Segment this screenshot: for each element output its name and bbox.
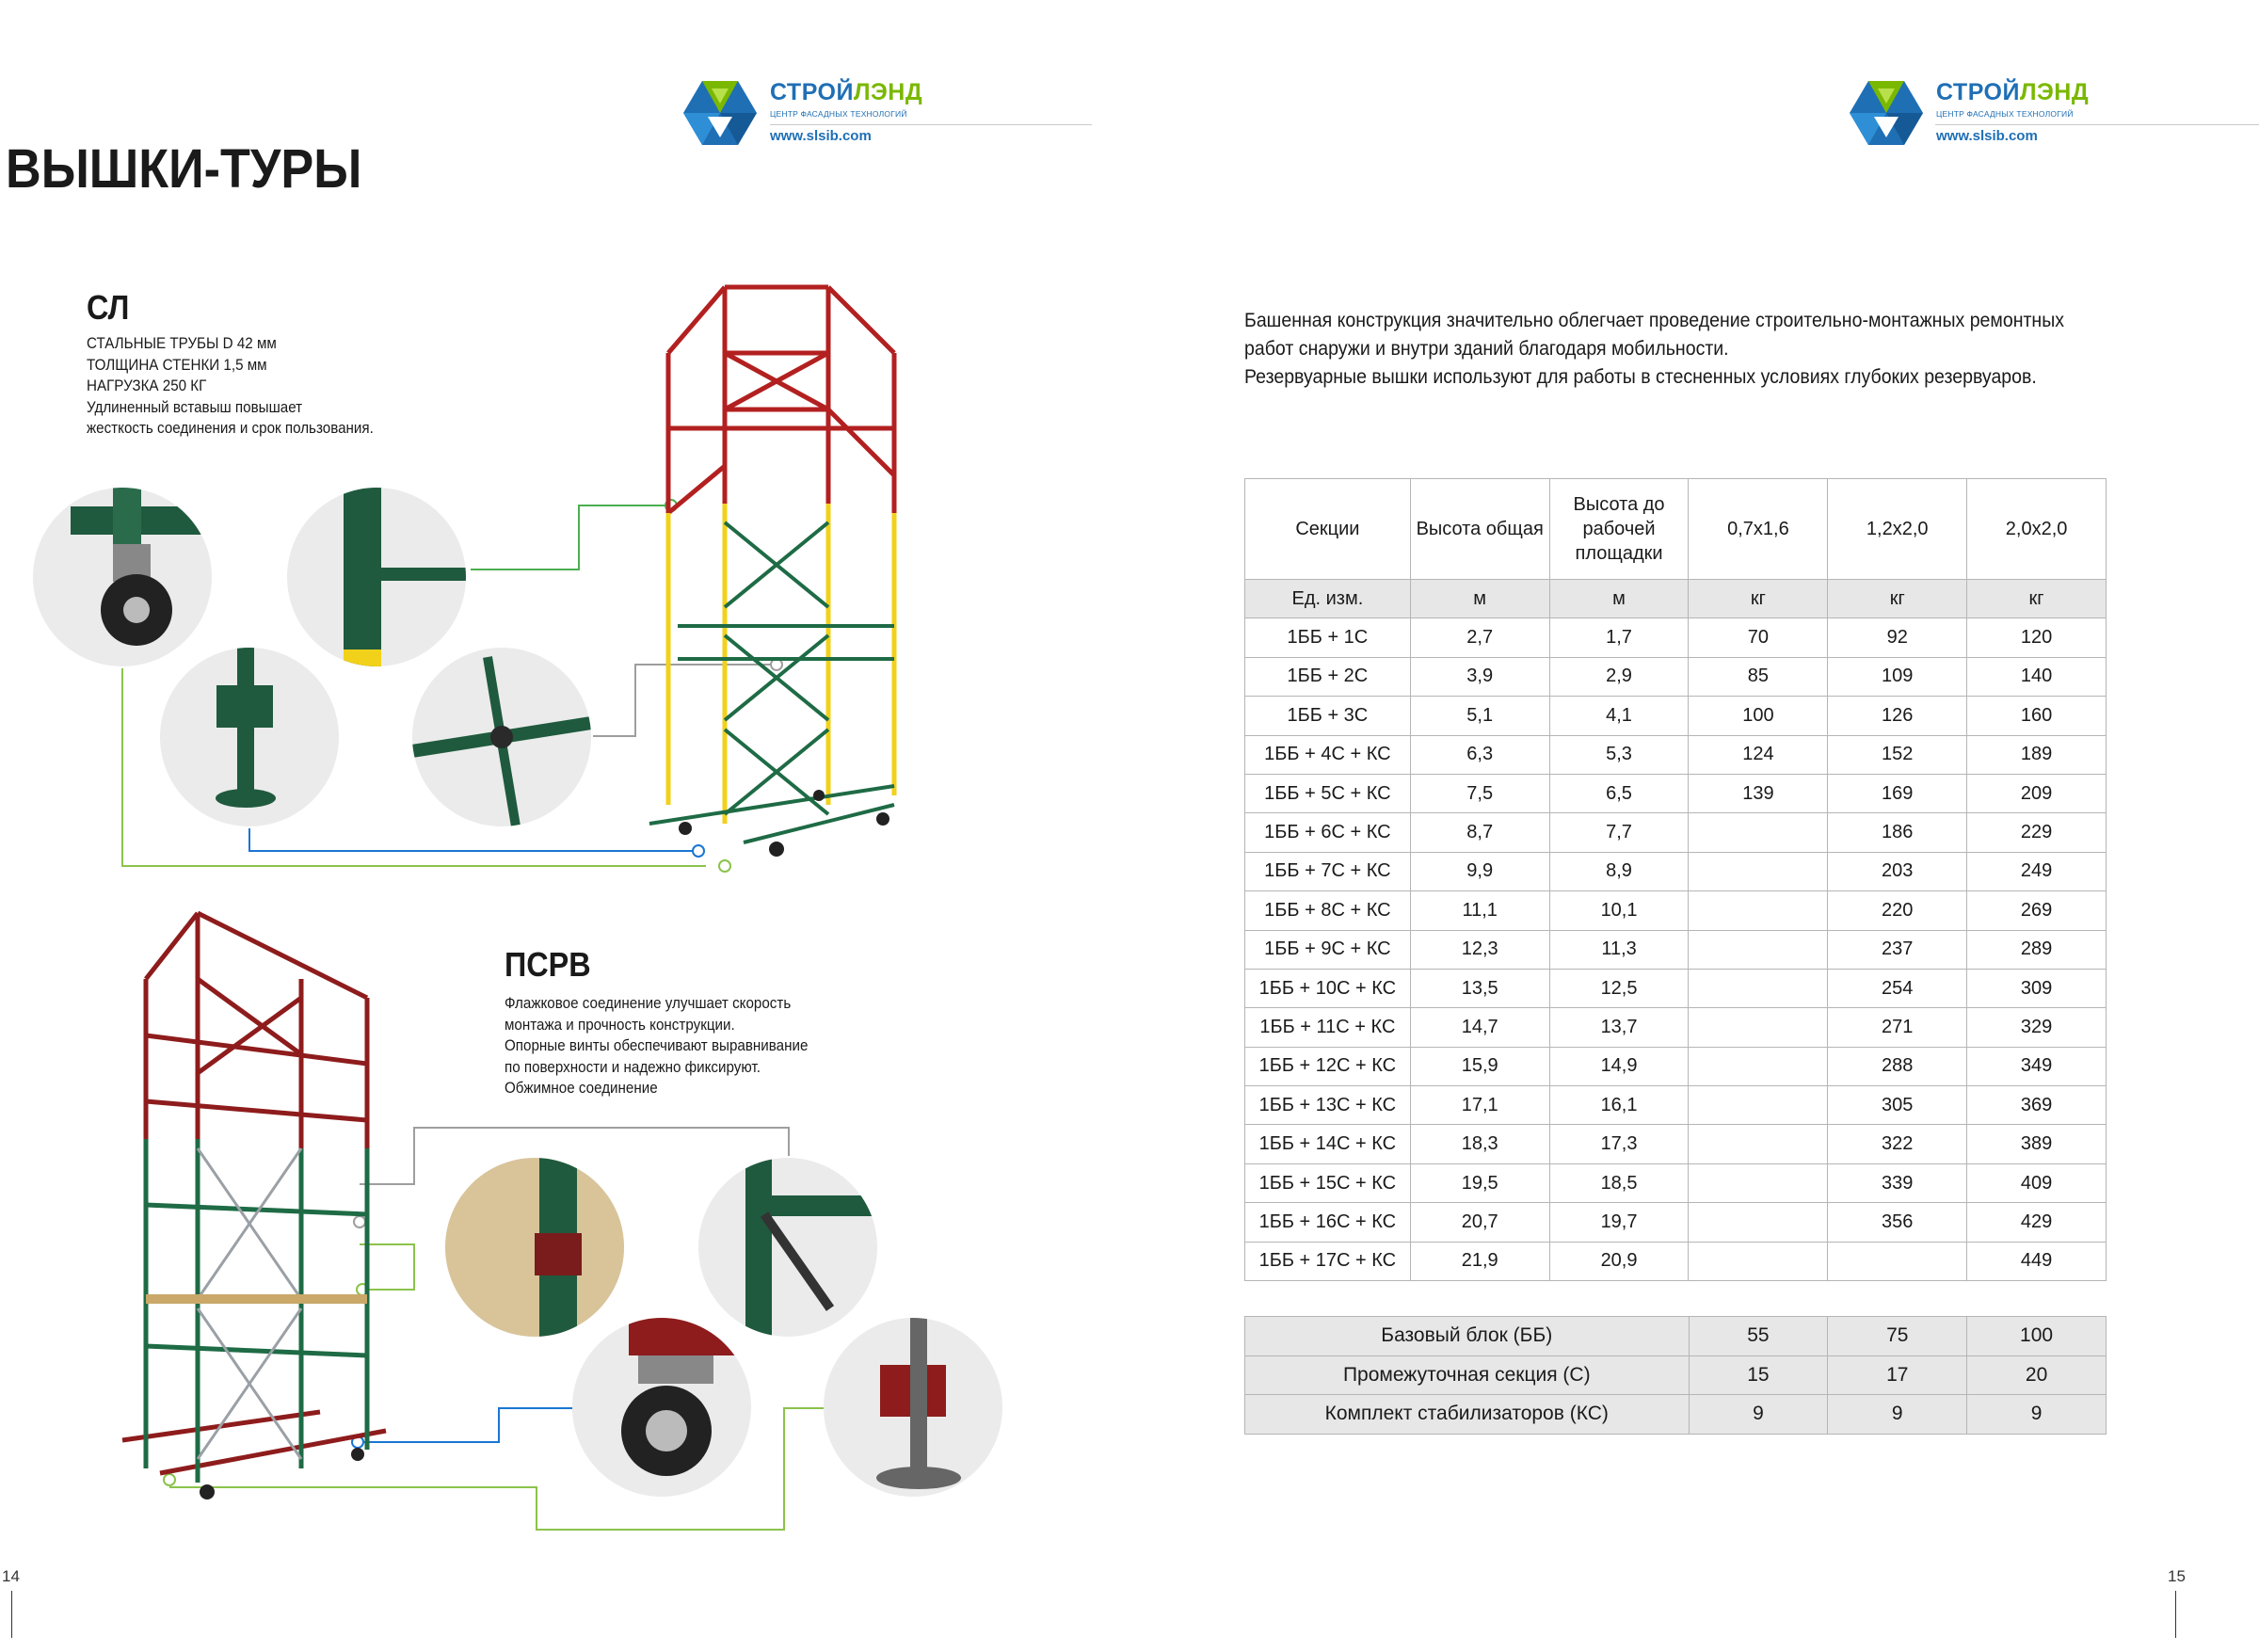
product-psrv-line: монтажа и прочность конструкции.	[505, 1016, 735, 1034]
table-cell: 169	[1828, 774, 1967, 812]
intro-line: работ снаружи и внутри зданий благодаря мобильности.	[1244, 338, 1729, 360]
table-cell: 12,3	[1410, 930, 1549, 969]
block-cell: 75	[1828, 1317, 1967, 1356]
table-cell: 356	[1828, 1203, 1967, 1242]
table-cell: 271	[1828, 1008, 1967, 1047]
table-cell: 19,7	[1549, 1203, 1689, 1242]
table-cell: 160	[1967, 697, 2107, 735]
product-psrv-line: Флажковое соединение улучшает скорость	[505, 995, 792, 1012]
product-psrv-description	[505, 993, 808, 1099]
block-cell: 55	[1689, 1317, 1828, 1356]
table-cell: 14,7	[1410, 1008, 1549, 1047]
table-cell: 288	[1828, 1047, 1967, 1085]
units-cell: м	[1410, 580, 1549, 618]
spec-table-body	[1245, 580, 2107, 1281]
table-row	[1245, 618, 2107, 657]
product-psrv-line: по поверхности и надежно фиксируют.	[505, 1058, 761, 1076]
brand-logo-right	[1850, 79, 2094, 154]
table-cell: 289	[1967, 930, 2107, 969]
table-row	[1245, 1163, 2107, 1202]
photo-clamp-joint	[445, 1158, 624, 1337]
header-sections: Секции	[1245, 479, 1411, 580]
brand-url[interactable]: www.slsib.com	[1936, 128, 2038, 144]
units-cell: кг	[1689, 580, 1828, 618]
block-row	[1245, 1395, 2107, 1435]
product-sl-line: Удлиненный вставыш повышает	[87, 398, 303, 416]
units-cell: м	[1549, 580, 1689, 618]
block-cell: 9	[1828, 1395, 1967, 1435]
table-cell	[1689, 1163, 1828, 1202]
table-cell: 1ББ + 17С + КС	[1245, 1242, 1411, 1280]
table-row	[1245, 969, 2107, 1007]
header-rule	[770, 124, 1092, 125]
block-cell: 17	[1828, 1355, 1967, 1395]
spec-table	[1244, 478, 2107, 1281]
table-cell: 16,1	[1549, 1086, 1689, 1125]
table-cell: 220	[1828, 891, 1967, 930]
table-cell	[1689, 1242, 1828, 1280]
table-cell: 7,7	[1549, 813, 1689, 852]
table-cell: 8,9	[1549, 852, 1689, 890]
table-cell: 269	[1967, 891, 2107, 930]
table-cell: 120	[1967, 618, 2107, 657]
left-page	[0, 0, 1092, 1652]
table-cell: 1ББ + 1С	[1245, 618, 1411, 657]
table-row	[1245, 1203, 2107, 1242]
product-psrv-line: Опорные винты обеспечивают выравнивание	[505, 1037, 809, 1054]
block-cell: Комплект стабилизаторов (КС)	[1245, 1395, 1690, 1435]
table-cell: 4,1	[1549, 697, 1689, 735]
table-cell: 1ББ + 2С	[1245, 657, 1411, 696]
table-cell: 189	[1967, 735, 2107, 774]
photo-tube-insert	[287, 488, 466, 666]
table-cell	[1689, 1203, 1828, 1242]
brand-tagline: ЦЕНТР ФАСАДНЫХ ТЕХНОЛОГИЙ	[1936, 109, 2074, 119]
table-cell: 309	[1967, 969, 2107, 1007]
brand-name: СТРОЙЛЭНД	[1936, 79, 2090, 105]
intro-text	[1244, 307, 2110, 392]
table-row	[1245, 697, 2107, 735]
units-cell: Ед. изм.	[1245, 580, 1411, 618]
table-cell: 8,7	[1410, 813, 1549, 852]
table-cell: 249	[1967, 852, 2107, 890]
table-cell: 2,7	[1410, 618, 1549, 657]
header-size-07x16: 0,7х1,6	[1689, 479, 1828, 580]
table-row	[1245, 1008, 2107, 1047]
table-cell: 305	[1828, 1086, 1967, 1125]
table-cell: 1ББ + 14С + КС	[1245, 1125, 1411, 1163]
table-cell: 85	[1689, 657, 1828, 696]
table-cell: 1ББ + 13С + КС	[1245, 1086, 1411, 1125]
blocks-table-body	[1245, 1317, 2107, 1435]
table-cell: 15,9	[1410, 1047, 1549, 1085]
table-cell	[1689, 891, 1828, 930]
table-cell: 409	[1967, 1163, 2107, 1202]
brand-mark-icon	[683, 79, 757, 147]
photo-psrv-wheel	[572, 1318, 751, 1497]
table-cell: 1ББ + 7С + КС	[1245, 852, 1411, 890]
table-cell: 322	[1828, 1125, 1967, 1163]
table-cell: 18,3	[1410, 1125, 1549, 1163]
table-cell: 1ББ + 5С + КС	[1245, 774, 1411, 812]
table-row	[1245, 774, 2107, 812]
brand-name: СТРОЙЛЭНД	[770, 79, 923, 105]
photo-diagonal-brace	[412, 648, 591, 826]
table-cell	[1689, 1086, 1828, 1125]
block-cell: 20	[1967, 1355, 2107, 1395]
table-cell	[1689, 1008, 1828, 1047]
product-psrv-line: Обжимное соединение	[505, 1080, 658, 1097]
table-cell: 209	[1967, 774, 2107, 812]
table-cell: 11,3	[1549, 930, 1689, 969]
header-size-20x20: 2,0х2,0	[1967, 479, 2107, 580]
table-row	[1245, 657, 2107, 696]
product-sl-line: НАГРУЗКА 250 КГ	[87, 377, 207, 394]
table-cell: 13,7	[1549, 1008, 1689, 1047]
table-cell: 92	[1828, 618, 1967, 657]
table-row	[1245, 852, 2107, 890]
table-row	[1245, 1086, 2107, 1125]
table-cell: 13,5	[1410, 969, 1549, 1007]
table-cell: 21,9	[1410, 1242, 1549, 1280]
table-cell: 152	[1828, 735, 1967, 774]
brand-logo-left	[683, 79, 928, 154]
table-cell	[1689, 1125, 1828, 1163]
table-cell: 369	[1967, 1086, 2107, 1125]
table-cell: 203	[1828, 852, 1967, 890]
table-cell: 6,3	[1410, 735, 1549, 774]
blocks-table	[1244, 1316, 2107, 1435]
table-cell: 1ББ + 9С + КС	[1245, 930, 1411, 969]
block-cell: 9	[1967, 1395, 2107, 1435]
product-sl-name: СЛ	[87, 288, 130, 327]
table-cell: 17,3	[1549, 1125, 1689, 1163]
table-cell: 254	[1828, 969, 1967, 1007]
table-cell: 1ББ + 4С + КС	[1245, 735, 1411, 774]
table-cell: 429	[1967, 1203, 2107, 1242]
page-number-right: 15	[2168, 1567, 2186, 1585]
page-number-rule	[2175, 1591, 2176, 1638]
table-cell: 5,1	[1410, 697, 1549, 735]
table-cell: 1ББ + 16С + КС	[1245, 1203, 1411, 1242]
brand-url[interactable]: www.slsib.com	[770, 128, 872, 144]
table-row	[1245, 735, 2107, 774]
table-cell	[1689, 1047, 1828, 1085]
table-cell: 349	[1967, 1047, 2107, 1085]
table-cell: 20,7	[1410, 1203, 1549, 1242]
table-row	[1245, 891, 2107, 930]
table-row	[1245, 1047, 2107, 1085]
table-cell: 20,9	[1549, 1242, 1689, 1280]
table-cell: 9,9	[1410, 852, 1549, 890]
table-cell: 339	[1828, 1163, 1967, 1202]
table-cell: 11,1	[1410, 891, 1549, 930]
brand-tagline: ЦЕНТР ФАСАДНЫХ ТЕХНОЛОГИЙ	[770, 109, 907, 119]
block-row	[1245, 1355, 2107, 1395]
table-cell: 1ББ + 8С + КС	[1245, 891, 1411, 930]
table-cell: 2,9	[1549, 657, 1689, 696]
table-cell	[1689, 969, 1828, 1007]
table-cell: 140	[1967, 657, 2107, 696]
table-cell: 1ББ + 12С + КС	[1245, 1047, 1411, 1085]
block-cell: Базовый блок (ББ)	[1245, 1317, 1690, 1356]
block-row	[1245, 1317, 2107, 1356]
table-cell: 12,5	[1549, 969, 1689, 1007]
table-cell: 70	[1689, 618, 1828, 657]
table-row	[1245, 930, 2107, 969]
table-cell	[1689, 852, 1828, 890]
table-cell: 126	[1828, 697, 1967, 735]
table-cell: 1ББ + 15С + КС	[1245, 1163, 1411, 1202]
spec-table-header-row	[1245, 479, 2107, 580]
units-row	[1245, 580, 2107, 618]
table-cell: 17,1	[1410, 1086, 1549, 1125]
table-cell	[1689, 813, 1828, 852]
header-size-12x20: 1,2х2,0	[1828, 479, 1967, 580]
product-sl-line: СТАЛЬНЫЕ ТРУБЫ D 42 мм	[87, 335, 277, 352]
block-cell: 100	[1967, 1317, 2107, 1356]
table-cell: 18,5	[1549, 1163, 1689, 1202]
photo-psrv-screw-jack	[824, 1318, 1002, 1497]
table-cell: 1ББ + 10С + КС	[1245, 969, 1411, 1007]
page-number-rule	[11, 1591, 12, 1638]
table-cell: 229	[1967, 813, 2107, 852]
product-sl-line: ТОЛЩИНА СТЕНКИ 1,5 мм	[87, 356, 267, 374]
table-cell: 7,5	[1410, 774, 1549, 812]
table-cell: 1ББ + 11С + КС	[1245, 1008, 1411, 1047]
table-row	[1245, 813, 2107, 852]
table-cell: 10,1	[1549, 891, 1689, 930]
header-platform-height: Высота до рабочей площадки	[1549, 479, 1689, 580]
table-cell: 329	[1967, 1008, 2107, 1047]
block-cell: 9	[1689, 1395, 1828, 1435]
table-cell: 1ББ + 3С	[1245, 697, 1411, 735]
table-cell: 237	[1828, 930, 1967, 969]
table-cell: 449	[1967, 1242, 2107, 1280]
header-rule	[1935, 124, 2259, 125]
units-cell: кг	[1967, 580, 2107, 618]
product-psrv-name: ПСРВ	[505, 945, 591, 984]
brand-mark-icon	[1850, 79, 1923, 147]
tower-sl-illustration	[640, 278, 913, 890]
product-sl-description	[87, 333, 374, 440]
units-cell: кг	[1828, 580, 1967, 618]
table-cell: 186	[1828, 813, 1967, 852]
table-cell: 100	[1689, 697, 1828, 735]
table-cell: 3,9	[1410, 657, 1549, 696]
table-cell: 124	[1689, 735, 1828, 774]
page-number-left: 14	[2, 1567, 20, 1585]
table-row	[1245, 1242, 2107, 1280]
tower-psrv-illustration	[104, 904, 395, 1525]
table-cell: 14,9	[1549, 1047, 1689, 1085]
table-cell: 19,5	[1410, 1163, 1549, 1202]
photo-caster-wheel	[33, 488, 212, 666]
table-cell: 5,3	[1549, 735, 1689, 774]
table-cell: 109	[1828, 657, 1967, 696]
table-cell: 139	[1689, 774, 1828, 812]
intro-line: Резервуарные вышки используют для работы в стесненных условиях глубоких резервуаров.	[1244, 366, 2037, 388]
product-sl-line: жесткость соединения и срок пользования.	[87, 420, 374, 437]
block-cell: 15	[1689, 1355, 1828, 1395]
table-cell	[1689, 930, 1828, 969]
block-cell: Промежуточная секция (С)	[1245, 1355, 1690, 1395]
table-cell: 1,7	[1549, 618, 1689, 657]
header-total-height: Высота общая	[1410, 479, 1549, 580]
intro-line: Башенная конструкция значительно облегчает проведение строительно-монтажных ремонтных	[1244, 310, 2065, 331]
table-cell: 6,5	[1549, 774, 1689, 812]
table-row	[1245, 1125, 2107, 1163]
table-cell	[1828, 1242, 1967, 1280]
page-title: ВЫШКИ-ТУРЫ	[6, 138, 362, 200]
table-cell: 389	[1967, 1125, 2107, 1163]
photo-screw-jack	[160, 648, 339, 826]
table-cell: 1ББ + 6С + КС	[1245, 813, 1411, 852]
photo-flag-connection	[698, 1158, 877, 1337]
